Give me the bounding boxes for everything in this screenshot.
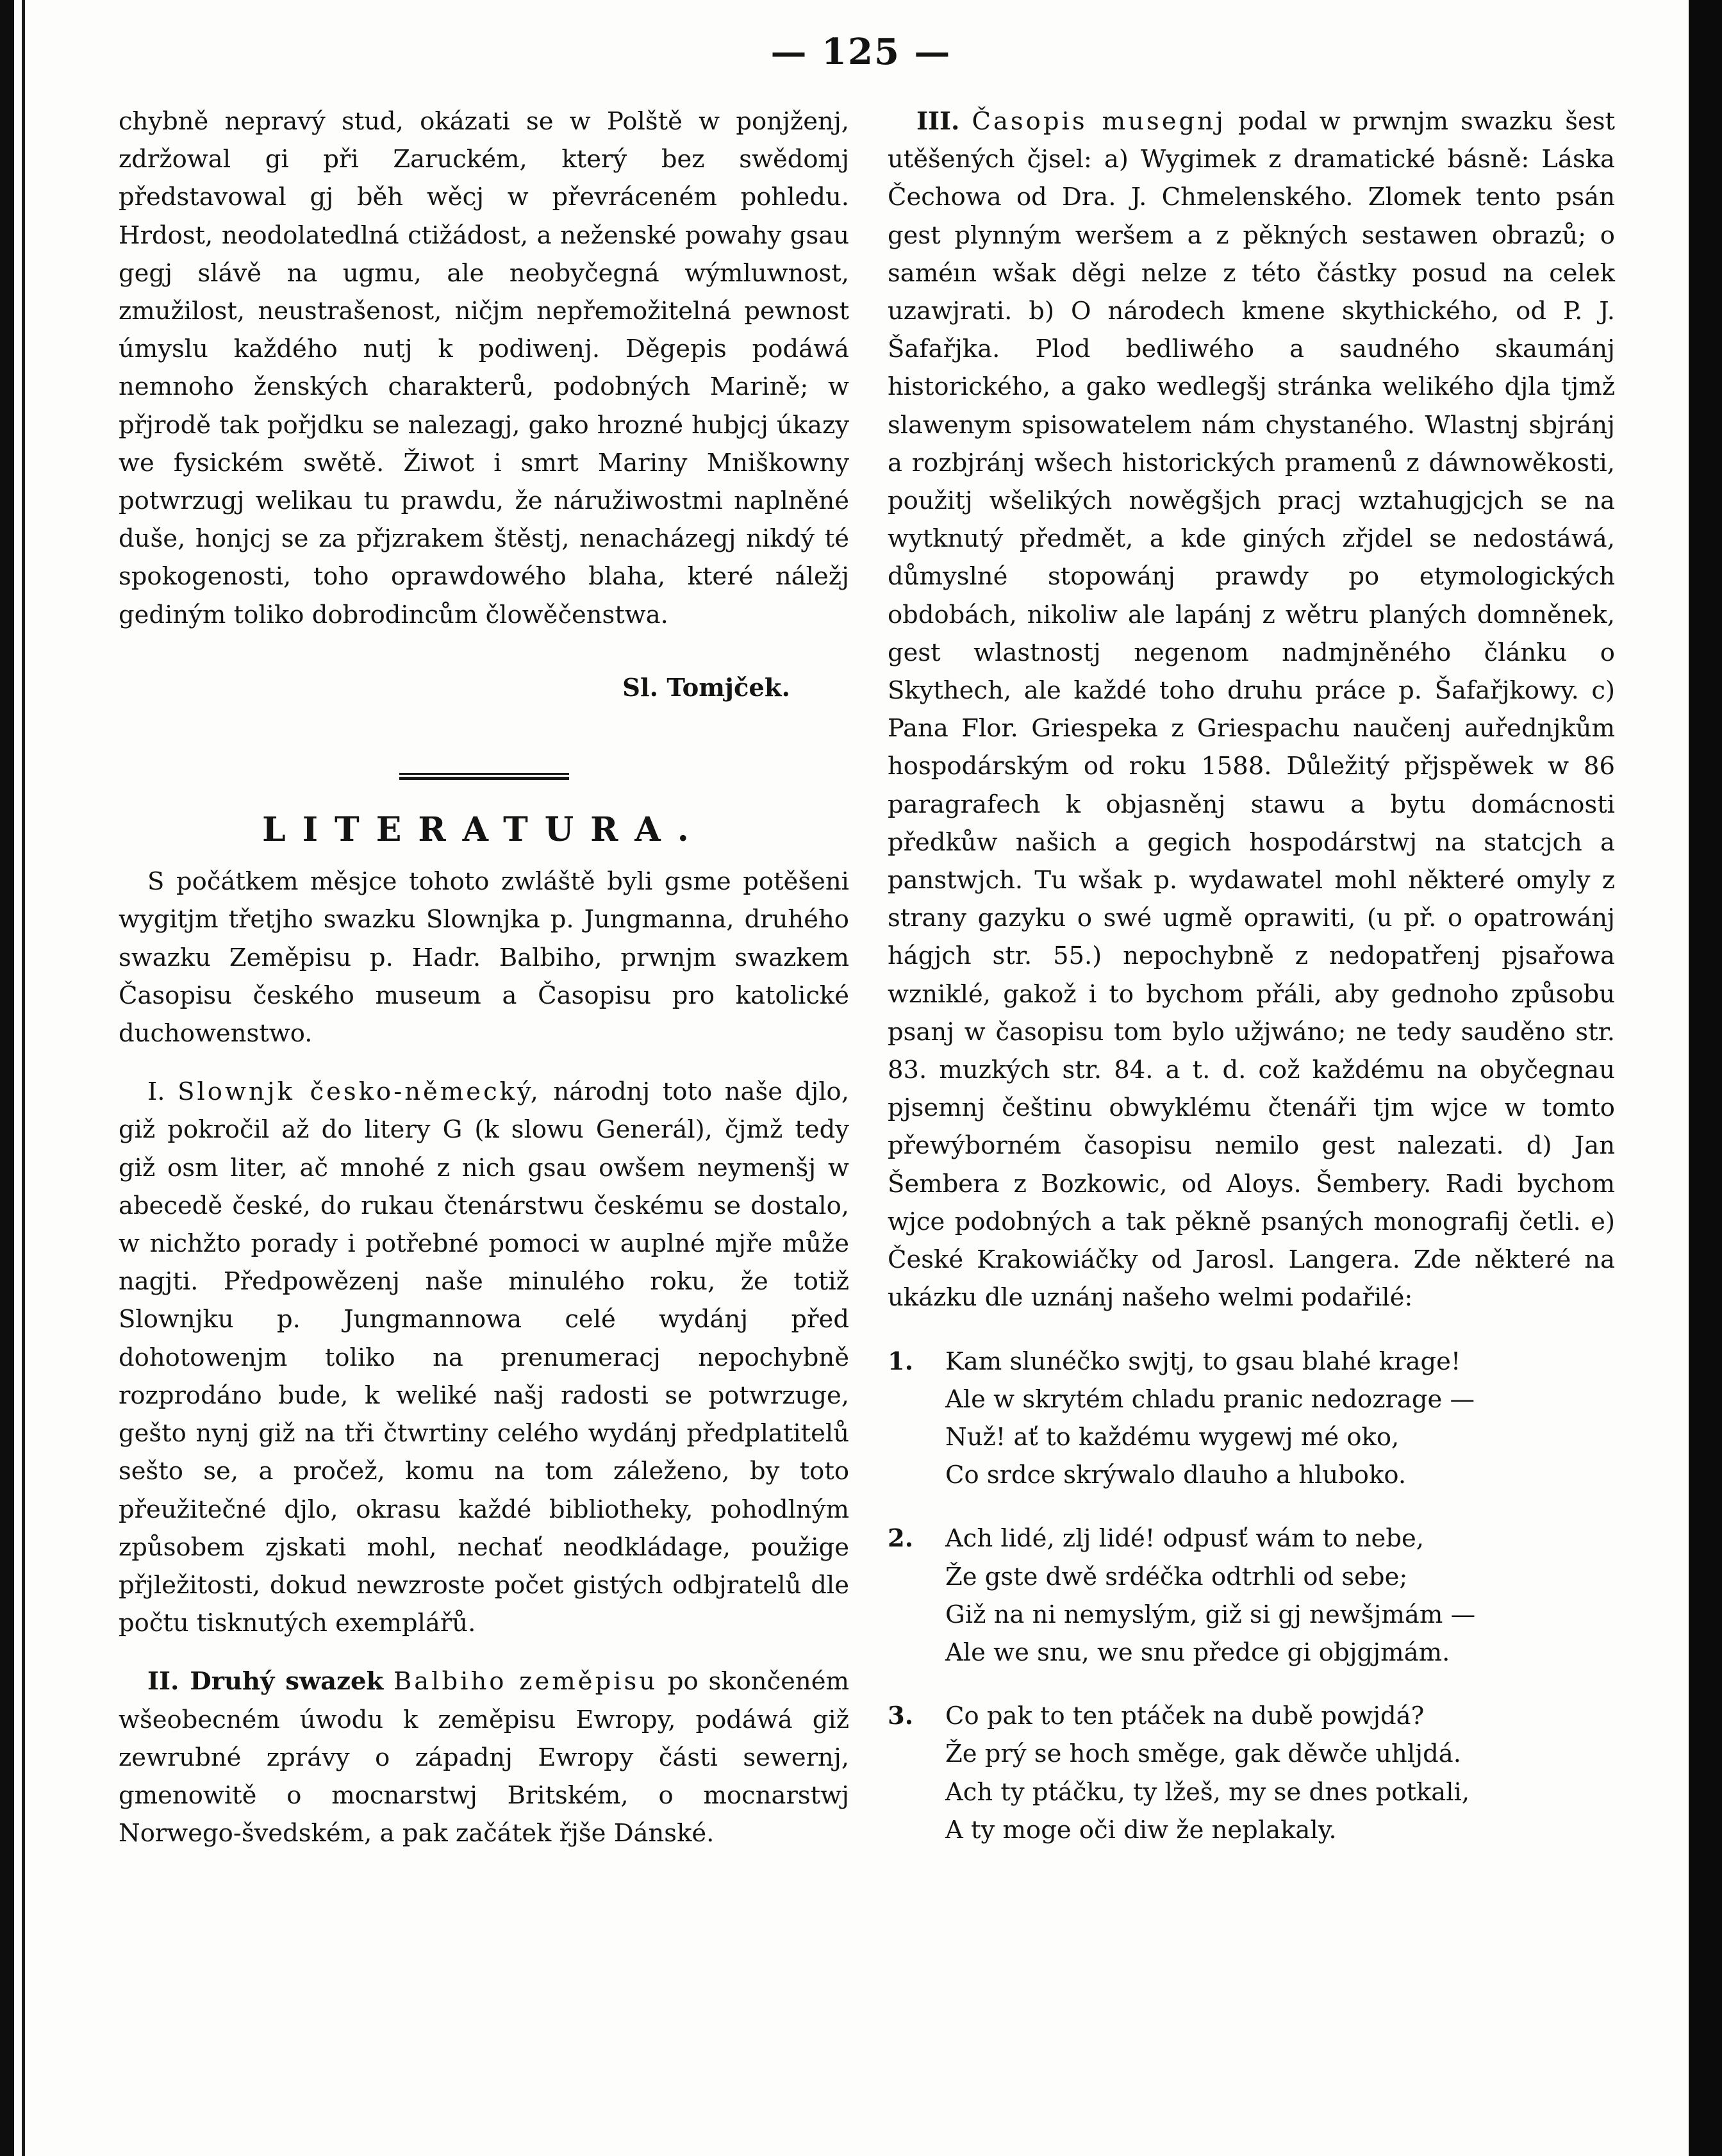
literatura-intro-paragraph: S počátkem měsjce tohoto zwláště byli gsme potěšeni wygitjm třetjho swazku Slownjka p. Jungmanna, druhého swazku Zeměpisu p. Hadr. Balbiho, prwnjm swazkem Časopisu českého museum a Časopisu pro katolické duchowenstwo.: [119, 867, 849, 1049]
poem-line: Co pak to ten ptáček na dubě powjdá?: [945, 1702, 1425, 1731]
literatura-heading: LITERATURA.: [262, 810, 706, 850]
scan-left-border: [0, 0, 14, 2156]
poem-stanza-3: [888, 1697, 1615, 1849]
poem-stanza-1: [888, 1343, 1615, 1495]
poem-line: Že prý se hoch směge, gak děwče uhljdá.: [945, 1739, 1461, 1769]
poem-number: 3.: [888, 1702, 914, 1731]
poem-line: Kam slunéčko swjtj, to gsau blahé krage!: [945, 1347, 1461, 1376]
poem-line: Nuž! ať to každému wygewj mé oko,: [945, 1422, 1400, 1452]
divider-rule: [399, 773, 569, 780]
poem-line: Ach ty ptáčku, ty lžeš, my se dnes potkali,: [945, 1777, 1470, 1807]
poem-line: Giž na ni nemyslým, giž si gj newšjmám —: [945, 1600, 1476, 1629]
poem-line: Co srdce skrýwalo dlauho a hluboko.: [945, 1461, 1407, 1490]
section-2-title: Balbiho zeměpisu: [393, 1667, 658, 1696]
poem-lines: [945, 1520, 1615, 1671]
scan-left-border-line: [22, 0, 25, 2156]
section-2-text: po skončeném wšeobecném úwodu k zeměpisu Ewropy, podáwá giž zewrubné zprávy o západnj Ewropy části sewernj, gmenowitě o mocnarstwj Britském, o mocnarstwj Norwego-švedském, a pak začátek řjše Dánské.: [119, 1667, 849, 1848]
section-3-title: Časopis musegnj: [972, 107, 1226, 136]
section-1-title: Slownjk česko-německý,: [178, 1077, 541, 1107]
section-3-lead: III.: [916, 107, 960, 136]
poem-number: 2.: [888, 1524, 914, 1554]
article-conclusion-paragraph: chybně nepravý stud, okázati se w Polště w ponjženj, zdržowal gi při Zaruckém, který bez swědomj představowal gj běh wěcj w převráceném pohledu. Hrdost, neodolatedlná ctižádost, a neženské powahy gsau gegj slávě na ugmu, ale neobyčegná wýmluwnost, zmužilost, neustrašenost, ničjm nepřemožitelná pewnost úmyslu každého nutj k podiwenj. Děgepis podáwá nemnoho ženských charakterů, podobných Marině; w přjrodě tak pořjdku se nalezagj, gako hrozné hubjcj úkazy we fysickém swětě. Žiwot i smrt Mariny Mniškowny potwrzugj welikau tu prawdu, že náružiwostmi naplněné duše, honjcj se za přjzrakem štěstj, nenacházegj nikdý té spokogenosti, toho oprawdowého blaha, které náležj gediným toliko dobrodincům člowěčenstwa.: [119, 107, 849, 629]
article-signature: Sl. Tomjček.: [622, 673, 790, 702]
poem-lines: [945, 1343, 1615, 1495]
section-1-text: národnj toto naše djlo, giž pokročil až do litery G (k slowu Generál), čjmž tedy giž osm liter, ač mnohé z nich gsau owšem neymenšj w abecedě české, do rukau čtenárstwu českému se dostalo, w nichžto porady i potřebné pomoci w auplné mjře může nagjti. Předpowězenj naše minulého roku, že totiž Slownjku p. Jungmannowa celé wydánj před dohotowenjm toliko na prenumeracj nepochybně rozprodáno bude, k weliké našj radosti se potwrzuge, gešto nynj giž na tři čtwrtiny celého wydánj předplatitelů sešto se, a pročež, komu na tom záleženo, by toto přeužitečné djlo, okrasu každé bibliotheky, pohodlným způsobem zjskati mohl, nechať neodkládage, použige přjležitosti, dokud newzroste počet gistých odbjratelů dle počtu tisknutých exemplářů.: [119, 1077, 849, 1638]
left-column: [119, 103, 849, 1852]
section-3-paragraph: [888, 103, 1615, 1317]
section-1-numeral: I.: [147, 1077, 165, 1107]
poem-line: Ale w skrytém chladu pranic nedozrage —: [945, 1384, 1475, 1414]
section-2-lead: II. Druhý swazek: [147, 1667, 384, 1696]
poem-line: A ty moge oči diw že neplakaly.: [945, 1815, 1337, 1845]
poem-line: Že gste dwě srdéčka odtrhli od sebe;: [945, 1562, 1408, 1591]
scan-right-border: [1689, 0, 1722, 2156]
section-divider: [119, 753, 849, 762]
section-2-paragraph: [119, 1663, 849, 1852]
poem-line: Ach lidé, zlj lidé! odpusť wám to nebe,: [945, 1524, 1424, 1554]
section-1-paragraph: [119, 1073, 849, 1642]
poem-stanza-2: [888, 1520, 1615, 1671]
poem-number: 1.: [888, 1347, 914, 1376]
page-number: — 125 —: [770, 31, 952, 73]
poem-lines: [945, 1697, 1615, 1849]
poem-line: Ale we snu, we snu předce gi objgjmám.: [945, 1638, 1450, 1667]
section-3-text: podal w prwnjm swazku šest utěšených čjsel: a) Wygimek z dramatické básně: Láska Čechowa od Dra. J. Chmelenského. Zlomek tento psán gest plynným weršem a z pěkných sestawen obrazů; o saméın wšak děgi nelze z této částky posud na celek uzawjrati. b) O národech kmene skythického, od P. J. Šafařjka. Plod bedliwého a saudného skaumánj historického, a gako wedlegšj stránka welikého djla tjmž slawenym spisowatelem nám chystaného. Wlastnj sbjránj a rozbjránj wšech historických pramenů z dáwnowěkosti, použitj wšelikých nowěgšjch pracj wztahugjcjch se na wytknutý předmět, a kde giných zřjdel se nedostáwá, důmyslné stopowánj prawdy po etymologických obdobách, nikoliw ale lapánj z wětru planých domněnek, gest wlastnostj negenom nadmjněného článku o Skythech, ale každé toho druhu práce p. Šafařjkowy. c) Pana Flor. Griespeka z Griespachu naučenj auřednjkům hospodárským od roku 1588. Důležitý přjspěwek w 86 paragrafech k objasněnj stawu a bytu domácnosti předkůw našich a gegich hospodárstwj na statcjch a panstwjch. Tu wšak p. wydawatel mohl některé omyly z strany gazyku o swé ugmě oprawiti, (u př. o opatrowánj hágjch str. 55.) nepochybně z nedopatřenj pjsařowa wzniklé, gakož i to bychom přáli, aby gednoho způsobu psanj w časopisu tom bylo užjwáno; ne tedy sauděno str. 83. muzkých str. 84. a t. d. což každému na obyčegnau pjsemnj češtinu obwyklému čtenáři tjm wjce w tomto přewýborném časopisu nemilo gest nalezati. d) Jan Šembera z Bozkowic, od Aloys. Šembery. Radi bychom wjce podobných a tak pěkně psaných monografij četli. e) České Krakowiáčky od Jarosl. Langera. Zde některé na ukázku dle uznánj našeho welmi podařilé:: [888, 107, 1615, 1313]
right-column: [888, 103, 1615, 1849]
